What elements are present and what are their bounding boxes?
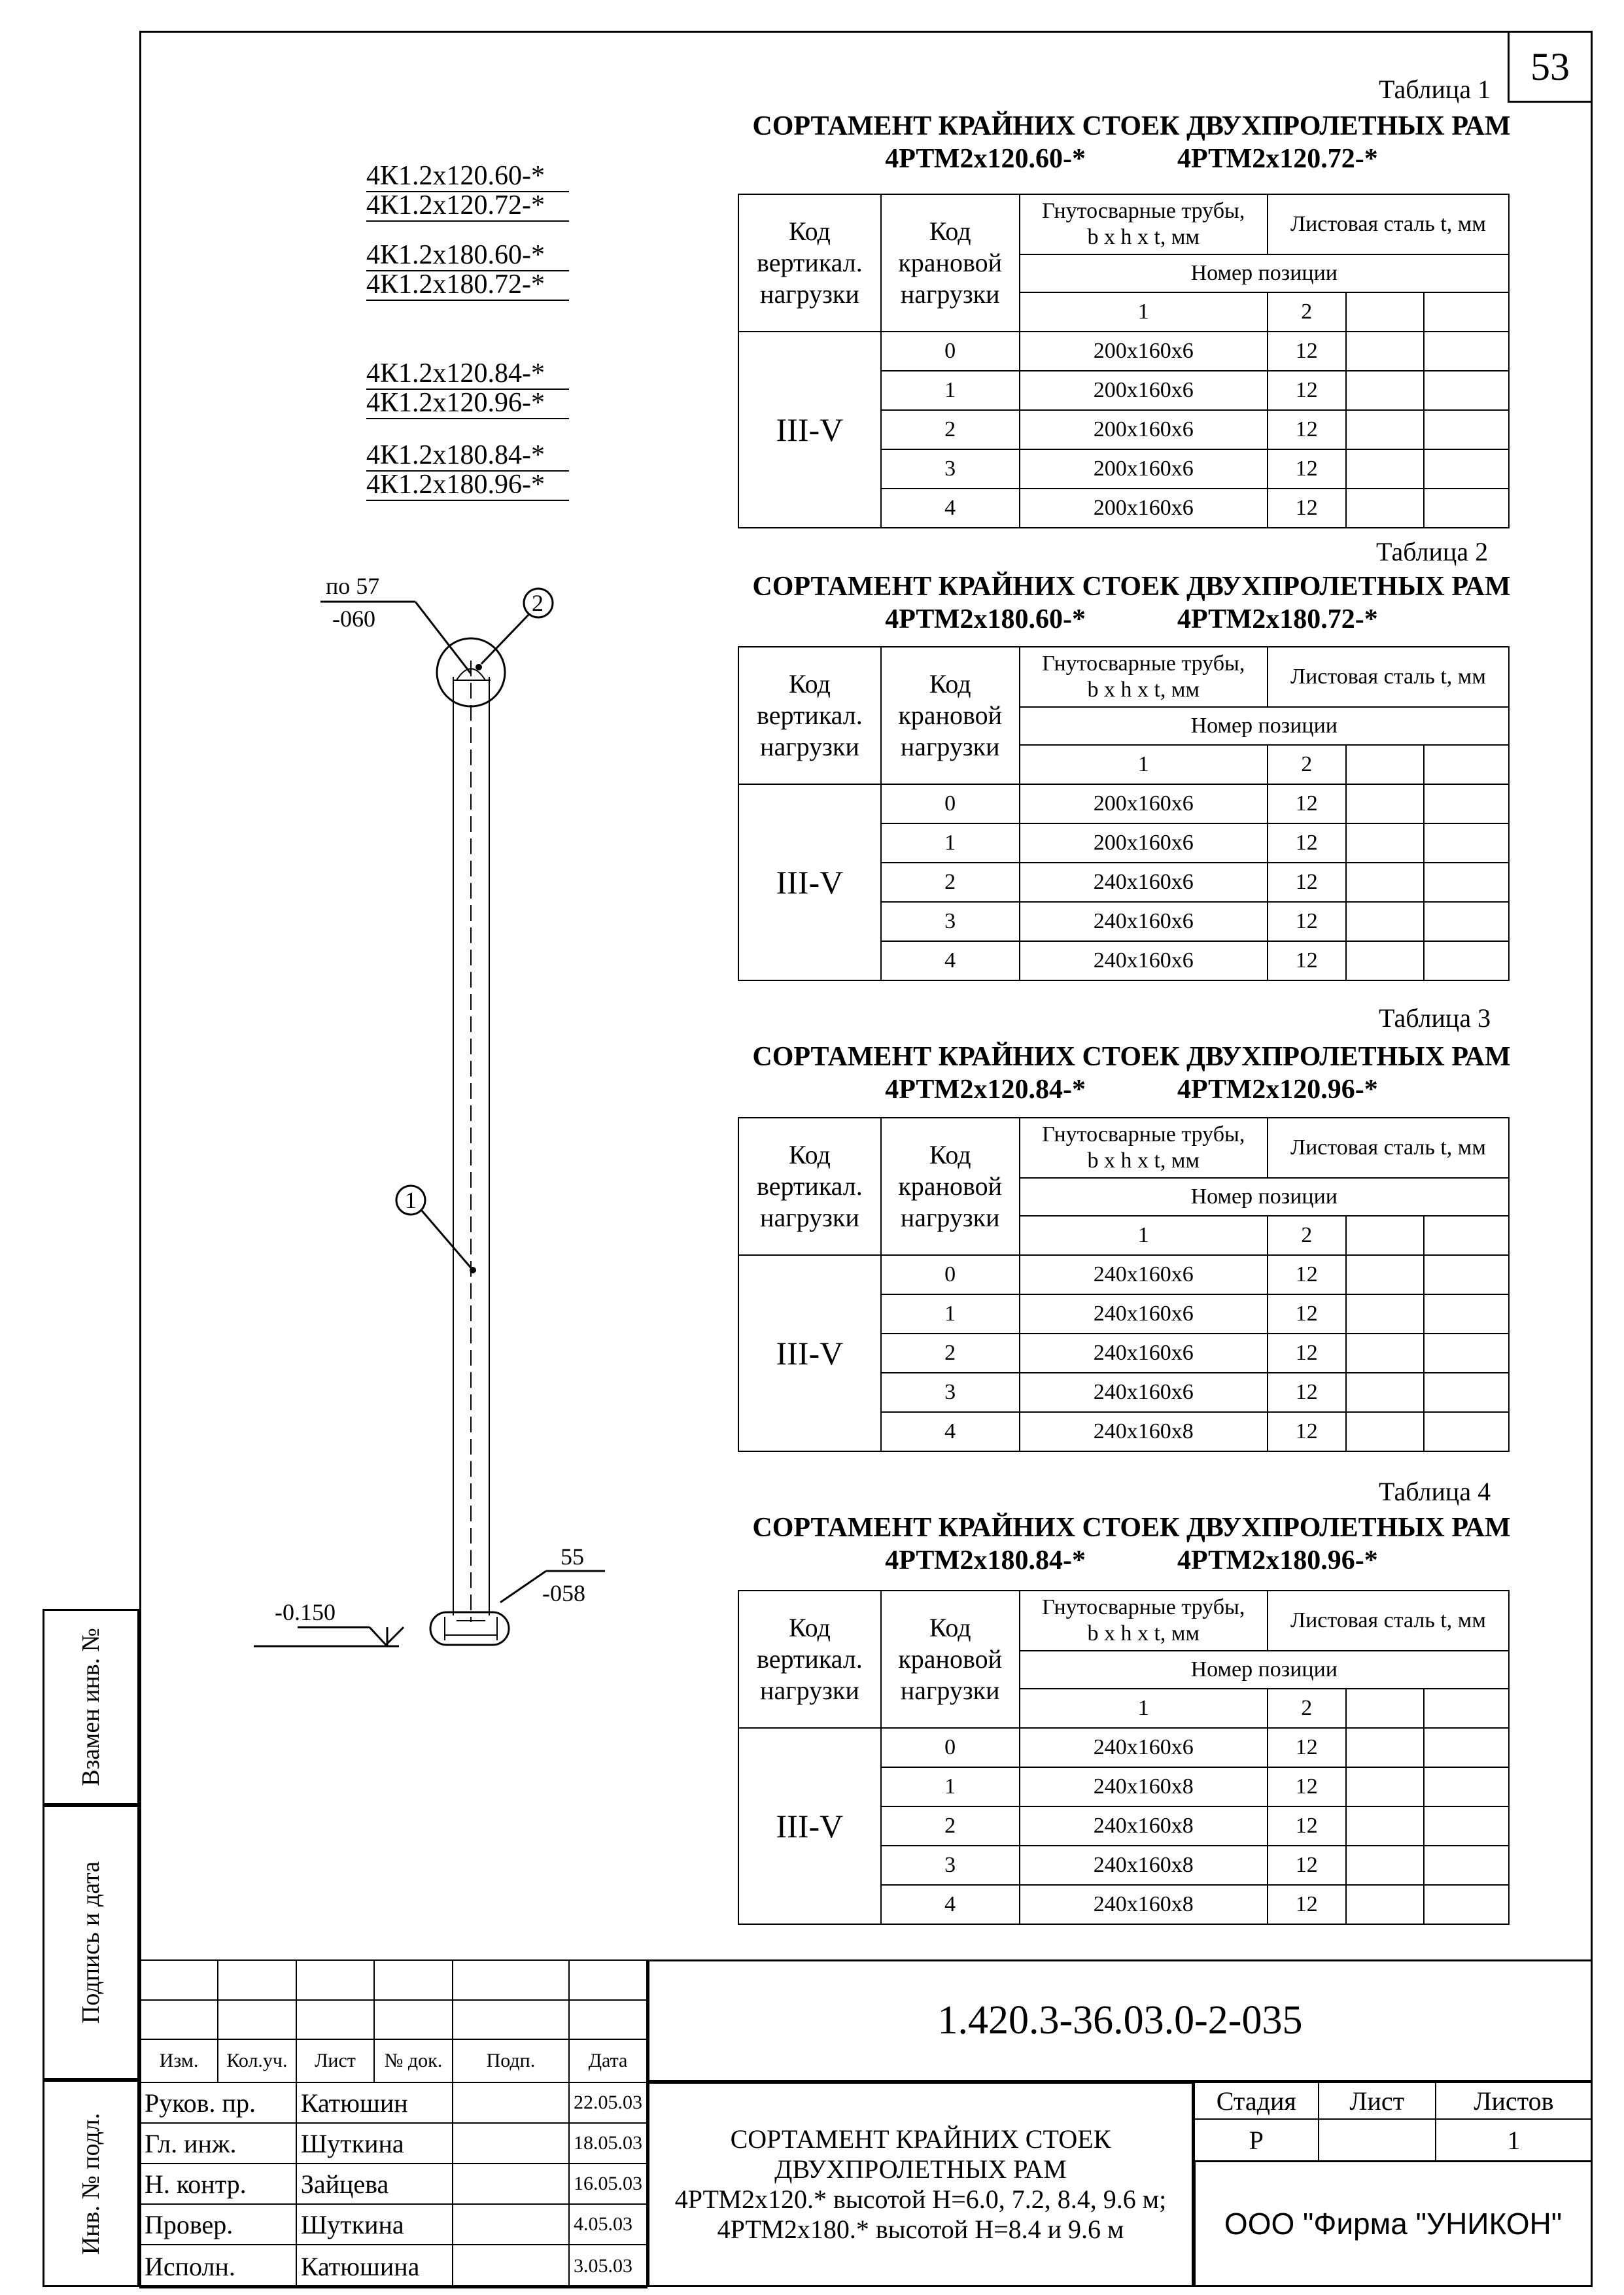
table-2-title: СОРТАМЕНТ КРАЙНИХ СТОЕК ДВУХПРОЛЕТНЫХ РАМ 4РТМ2х180.60-* 4РТМ2х180.72-* <box>752 572 1511 634</box>
table-4 <box>738 1590 1510 1925</box>
header-pos-2: 2 <box>1268 1216 1346 1255</box>
header-crane-load: Код крановой нагрузки <box>881 194 1020 332</box>
signature-row: Гл. инж. Шуткина 18.05.03 <box>140 2123 647 2164</box>
table-row: 4 240х160х6 12 <box>738 941 1509 980</box>
table-row: 1 200х160х6 12 <box>738 371 1509 410</box>
table-row: 4 240х160х8 12 <box>738 1885 1509 1924</box>
mark-item: 4К1.2х120.60-* <box>366 161 569 192</box>
header-crane-load: Код крановой нагрузки <box>881 1118 1020 1255</box>
sheet-label: Лист <box>1319 2082 1436 2119</box>
table-row: 1 240х160х8 12 <box>738 1767 1509 1806</box>
header-tubes: Гнутосварные трубы, b x h x t, мм <box>1020 1118 1268 1178</box>
header-pos-2: 2 <box>1268 292 1346 332</box>
header-sheet: Листовая сталь t, мм <box>1268 1118 1509 1178</box>
header-sheet: Листовая сталь t, мм <box>1268 194 1509 254</box>
col-koluch: Кол.уч. <box>218 2039 296 2082</box>
level-mark: -0.150 <box>275 1599 336 1625</box>
header-vert-load: Код вертикал. нагрузки <box>738 194 881 332</box>
table-row: III-V 0 240х160х6 12 <box>738 1728 1509 1767</box>
sheet-number: 53 <box>1508 31 1593 103</box>
header-position: Номер позиции <box>1020 707 1509 745</box>
load-code: III-V <box>738 1728 881 1924</box>
signature-row: Руков. пр. Катюшин 22.05.03 <box>140 2082 647 2123</box>
header-crane-load: Код крановой нагрузки <box>881 1591 1020 1728</box>
table-1-caption: Таблица 1 <box>1379 75 1491 104</box>
stage-block <box>1194 2082 1593 2162</box>
header-pos-1: 1 <box>1020 745 1268 784</box>
table-row: 3 240х160х6 12 <box>738 1373 1509 1412</box>
header-vert-load: Код вертикал. нагрузки <box>738 647 881 784</box>
table-row: III-V 0 200х160х6 12 <box>738 784 1509 823</box>
side-stamp-vzamen: Взамен инв. № <box>43 1609 139 1805</box>
header-tubes: Гнутосварные трубы, b x h x t, мм <box>1020 194 1268 254</box>
table-row: 3 240х160х6 12 <box>738 902 1509 941</box>
signature-row: Н. контр. Зайцева 16.05.03 <box>140 2164 647 2204</box>
header-pos-1: 1 <box>1020 1689 1268 1728</box>
table-2-caption: Таблица 2 <box>1376 537 1489 566</box>
sheets-value: 1 <box>1436 2119 1592 2161</box>
header-pos-2: 2 <box>1268 1689 1346 1728</box>
mark-item: 4К1.2х180.60-* <box>366 240 569 271</box>
mark-item: 4К1.2х180.84-* <box>366 440 569 472</box>
company-name: ООО "Фирма "УНИКОН" <box>1194 2160 1593 2287</box>
table-row: 2 240х160х6 12 <box>738 863 1509 902</box>
revision-grid <box>139 1959 648 2288</box>
mark-item: 4К1.2х180.72-* <box>366 269 569 301</box>
header-sheet: Листовая сталь t, мм <box>1268 647 1509 707</box>
table-3 <box>738 1117 1510 1452</box>
table-1-title: СОРТАМЕНТ КРАЙНИХ СТОЕК ДВУХПРОЛЕТНЫХ РАМ 4РТМ2х120.60-* 4РТМ2х120.72-* <box>752 111 1511 174</box>
table-row: 3 200х160х6 12 <box>738 449 1509 489</box>
sheet-value <box>1319 2119 1436 2161</box>
header-tubes: Гнутосварные трубы, b x h x t, мм <box>1020 1591 1268 1651</box>
signature-row: Провер. Шуткина 4.05.03 <box>140 2204 647 2245</box>
side-stamp-podpis: Подпись и дата <box>43 1805 139 2080</box>
mark-item: 4К1.2х120.96-* <box>366 388 569 419</box>
top-ref-1: по 57 <box>326 573 380 599</box>
table-row: III-V 0 240х160х6 12 <box>738 1255 1509 1294</box>
mark-item: 4К1.2х120.84-* <box>366 358 569 390</box>
header-tubes: Гнутосварные трубы, b x h x t, мм <box>1020 647 1268 707</box>
table-row: 2 240х160х8 12 <box>738 1806 1509 1846</box>
position-1-label: 1 <box>405 1187 417 1213</box>
top-ref-2: -060 <box>332 606 375 632</box>
mark-item: 4К1.2х180.96-* <box>366 470 569 501</box>
load-code: III-V <box>738 332 881 528</box>
sheets-label: Листов <box>1436 2082 1592 2119</box>
col-izm: Изм. <box>140 2039 218 2082</box>
header-pos-2: 2 <box>1268 745 1346 784</box>
table-row: III-V 0 200х160х6 12 <box>738 332 1509 371</box>
header-vert-load: Код вертикал. нагрузки <box>738 1591 881 1728</box>
load-code: III-V <box>738 784 881 980</box>
header-position: Номер позиции <box>1020 1178 1509 1216</box>
header-sheet: Листовая сталь t, мм <box>1268 1591 1509 1651</box>
header-position: Номер позиции <box>1020 254 1509 292</box>
table-4-title: СОРТАМЕНТ КРАЙНИХ СТОЕК ДВУХПРОЛЕТНЫХ РАМ 4РТМ2х180.84-* 4РТМ2х180.96-* <box>752 1513 1511 1576</box>
table-3-title: СОРТАМЕНТ КРАЙНИХ СТОЕК ДВУХПРОЛЕТНЫХ РАМ 4РТМ2х120.84-* 4РТМ2х120.96-* <box>752 1042 1511 1105</box>
stage-label: Стадия <box>1194 2082 1319 2119</box>
col-list: Лист <box>296 2039 374 2082</box>
table-row: 1 240х160х6 12 <box>738 1294 1509 1334</box>
table-2 <box>738 646 1510 981</box>
document-code: 1.420.3-36.03.0-2-035 <box>648 1959 1593 2082</box>
table-row: 2 240х160х6 12 <box>738 1334 1509 1373</box>
col-data: Дата <box>569 2039 647 2082</box>
header-vert-load: Код вертикал. нагрузки <box>738 1118 881 1255</box>
col-podp: Подп. <box>453 2039 569 2082</box>
mark-item: 4К1.2х120.72-* <box>366 190 569 222</box>
stage-value: Р <box>1194 2119 1319 2161</box>
table-row: 2 200х160х6 12 <box>738 410 1509 449</box>
position-2-label: 2 <box>532 590 544 616</box>
header-pos-1: 1 <box>1020 1216 1268 1255</box>
table-1 <box>738 194 1510 528</box>
signature-row: Исполн. Катюшина 3.05.03 <box>140 2245 647 2288</box>
table-row: 3 240х160х8 12 <box>738 1846 1509 1885</box>
table-3-caption: Таблица 3 <box>1379 1003 1491 1033</box>
bottom-ref-1: 55 <box>561 1544 584 1570</box>
side-stamp-inv: Инв. № подл. <box>43 2080 139 2287</box>
header-pos-1: 1 <box>1020 292 1268 332</box>
table-row: 4 200х160х6 12 <box>738 489 1509 528</box>
header-crane-load: Код крановой нагрузки <box>881 647 1020 784</box>
header-position: Номер позиции <box>1020 1651 1509 1689</box>
document-description: СОРТАМЕНТ КРАЙНИХ СТОЕК ДВУХПРОЛЕТНЫХ РАМ 4РТМ2х120.* высотой Н=6.0, 7.2, 8.4, 9.6 м; 4РТМ2х180.* высотой Н=8.4 и 9.6 м <box>648 2082 1194 2287</box>
table-row: 1 200х160х6 12 <box>738 823 1509 863</box>
table-4-caption: Таблица 4 <box>1379 1477 1491 1506</box>
table-row: 4 240х160х8 12 <box>738 1412 1509 1451</box>
col-ndok: № док. <box>374 2039 453 2082</box>
column-drawing <box>249 562 641 1687</box>
bottom-ref-2: -058 <box>542 1580 585 1606</box>
load-code: III-V <box>738 1255 881 1451</box>
